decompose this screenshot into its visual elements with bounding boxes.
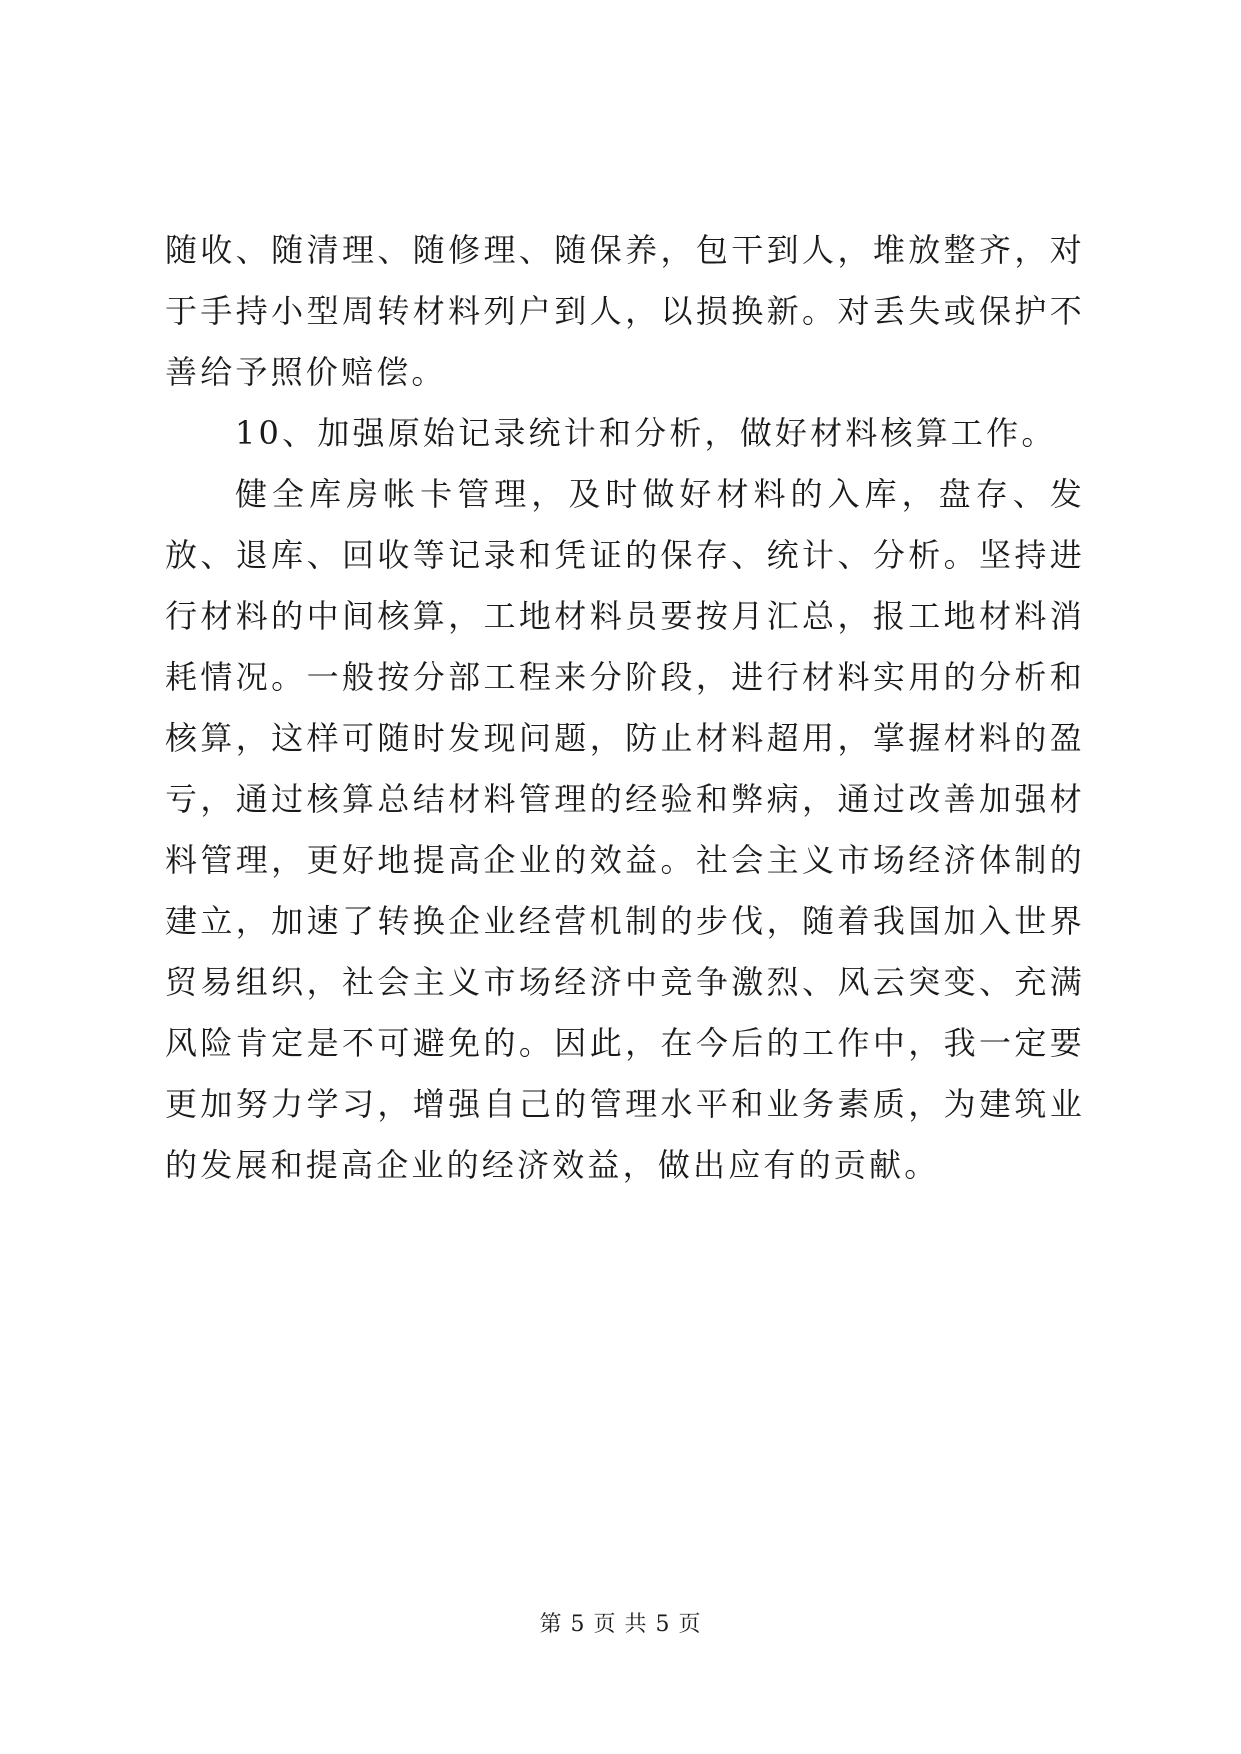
document-body — [165, 220, 1085, 1196]
paragraph-section-heading: 10、加强原始记录统计和分析，做好材料核算工作。 — [235, 414, 1057, 452]
paragraph-body: 健全库房帐卡管理，及时做好材料的入库，盘存、发放、退库、回收等记录和凭证的保存、统计、分析。坚持进行材料的中间核算，工地材料员要按月汇总，报工地材料消耗情况。一般按分部工程来分阶段，进行材料实用的分析和核算，这样可随时发现问题，防止材料超用，掌握材料的盈亏，通过核算总结材料管理的经验和弊病，通过改善加强材料管理，更好地提高企业的效益。社会主义市场经济体制的建立，加速了转换企业经营机制的步伐，随着我国加入世界贸易组织，社会主义市场经济中竞争激烈、风云突变、充满风险肯定是不可避免的。因此，在今后的工作中，我一定要更加努力学习，增强自己的管理水平和业务素质，为建筑业的发展和提高企业的经济效益，做出应有的贡献。 — [165, 475, 1085, 1184]
page-number-footer: 第 5 页 共 5 页 — [539, 1612, 702, 1637]
paragraph-continuation: 随收、随清理、随修理、随保养，包干到人，堆放整齐，对于手持小型周转材料列户到人，以损换新。对丢失或保护不善给予照价赔偿。 — [165, 231, 1085, 391]
